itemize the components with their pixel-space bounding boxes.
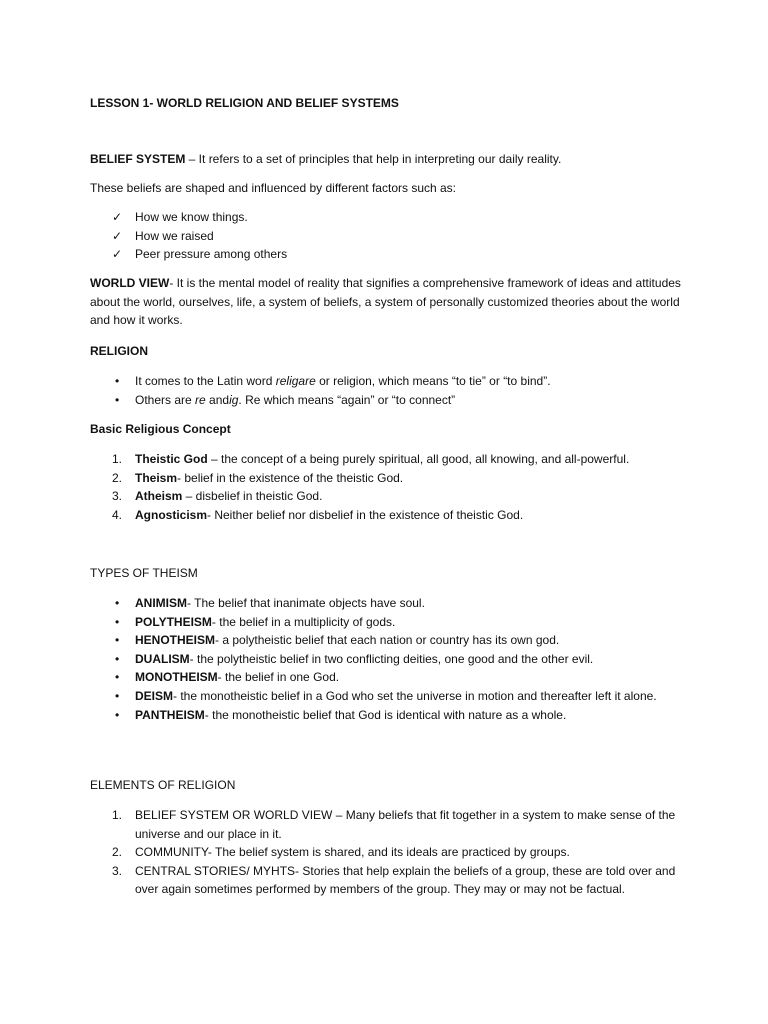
theism-text: - the belief in a multiplicity of gods. — [211, 614, 396, 629]
latin-word: re — [195, 392, 206, 407]
world-view-text: - It is the mental model of reality that signifies a comprehensive framework of ideas and attitudes about the world, ourselves, life, a system of beliefs, a system of personally customized theories about the world and how it works. — [90, 276, 681, 328]
concept-term: Agnosticism — [135, 507, 208, 522]
list-item — [90, 668, 688, 687]
concept-text: - belief in the existence of the theistic God. — [177, 470, 404, 485]
list-item — [90, 469, 688, 488]
theism-term: DUALISM — [135, 651, 190, 666]
theism-term: ANIMISM — [135, 596, 187, 610]
basic-concept-list — [90, 450, 688, 524]
belief-factors-list — [90, 208, 688, 264]
concept-term: Theism — [135, 470, 178, 485]
item-number: 4. — [112, 507, 123, 522]
theism-text: - the monotheistic belief that God is identical with nature as a whole. — [204, 707, 567, 722]
element-text: BELIEF SYSTEM OR WORLD VIEW – Many beliefs that fit together in a system to make sense of the universe and our place in it. — [135, 808, 676, 841]
theism-text: - a polytheistic belief that each nation or country has its own god. — [215, 633, 560, 648]
item-number: 2. — [112, 845, 123, 860]
list-item — [90, 487, 688, 506]
latin-word: religare — [275, 374, 316, 388]
latin-word: ig — [229, 392, 239, 407]
belief-system-definition — [90, 150, 688, 169]
list-item — [90, 391, 688, 410]
elements-of-religion-heading: ELEMENTS OF RELIGION — [90, 778, 236, 792]
text-run: Others are — [135, 392, 196, 407]
concept-text: – disbelief in theistic God. — [182, 489, 323, 504]
list-item — [90, 631, 688, 650]
theism-term: POLYTHEISM — [135, 614, 212, 629]
theism-text: - the polytheistic belief in two conflicting deities, one good and the other evil. — [189, 651, 594, 666]
religion-heading: RELIGION — [90, 344, 149, 358]
theism-text: - The belief that inanimate objects have soul. — [187, 596, 425, 610]
list-item — [90, 650, 688, 669]
religion-list — [90, 372, 688, 409]
theism-text: - the monotheistic belief in a God who set the universe in motion and thereafter left it alone. — [173, 688, 657, 703]
basic-concept-heading: Basic Religious Concept — [90, 422, 231, 436]
world-view-term: WORLD VIEW — [90, 276, 170, 290]
types-of-theism-list — [90, 594, 688, 724]
text-run: or religion, which means “to tie” or “to bind”. — [315, 374, 551, 388]
belief-factors-intro: These beliefs are shaped and influenced by different factors such as: — [90, 181, 457, 195]
lesson-title: LESSON 1- WORLD RELIGION AND BELIEF SYSTEMS — [90, 96, 399, 110]
item-number: 3. — [112, 489, 123, 504]
item-number: 1. — [112, 452, 123, 466]
list-item — [90, 843, 688, 862]
concept-term: Theistic God — [135, 452, 208, 466]
list-item: ✓ Peer pressure among others — [90, 245, 688, 264]
elements-of-religion-list — [90, 806, 688, 899]
text-run: It comes to the Latin word — [135, 374, 276, 388]
belief-system-text: – It refers to a set of principles that help in interpreting our daily reality. — [185, 152, 562, 166]
belief-system-term: BELIEF SYSTEM — [90, 152, 186, 166]
concept-text: – the concept of a being purely spiritual, all good, all knowing, and all-powerful. — [207, 452, 630, 466]
element-text: COMMUNITY- The belief system is shared, and its ideals are practiced by groups. — [135, 845, 570, 860]
list-item — [90, 506, 688, 525]
list-item — [90, 613, 688, 632]
theism-term: PANTHEISM — [135, 707, 205, 722]
theism-term: HENOTHEISM — [135, 633, 216, 648]
text-run: . Re which means “again” or “to connect” — [238, 392, 456, 407]
theism-text: - the belief in one God. — [217, 670, 340, 685]
list-item: ✓ How we know things. — [90, 208, 688, 227]
types-of-theism-heading: TYPES OF THEISM — [90, 566, 198, 580]
concept-term: Atheism — [135, 489, 183, 504]
element-text: CENTRAL STORIES/ MYHTS- Stories that help explain the beliefs of a group, these are told over and over again sometimes performed by members of the group. They may or may not be factual. — [135, 863, 676, 897]
theism-term: MONOTHEISM — [135, 670, 218, 685]
item-number: 1. — [112, 808, 123, 822]
world-view-definition — [90, 274, 688, 330]
list-item — [90, 862, 688, 899]
item-number: 2. — [112, 470, 123, 485]
list-item — [90, 450, 688, 469]
list-item — [90, 687, 688, 706]
theism-term: DEISM — [135, 688, 174, 703]
item-number: 3. — [112, 863, 123, 878]
list-item — [90, 806, 688, 843]
list-item — [90, 372, 688, 391]
list-item — [90, 706, 688, 725]
list-item — [90, 594, 688, 613]
concept-text: - Neither belief nor disbelief in the existence of theistic God. — [207, 507, 524, 522]
text-run: and — [205, 392, 230, 407]
list-item: ✓ How we raised — [90, 227, 688, 246]
